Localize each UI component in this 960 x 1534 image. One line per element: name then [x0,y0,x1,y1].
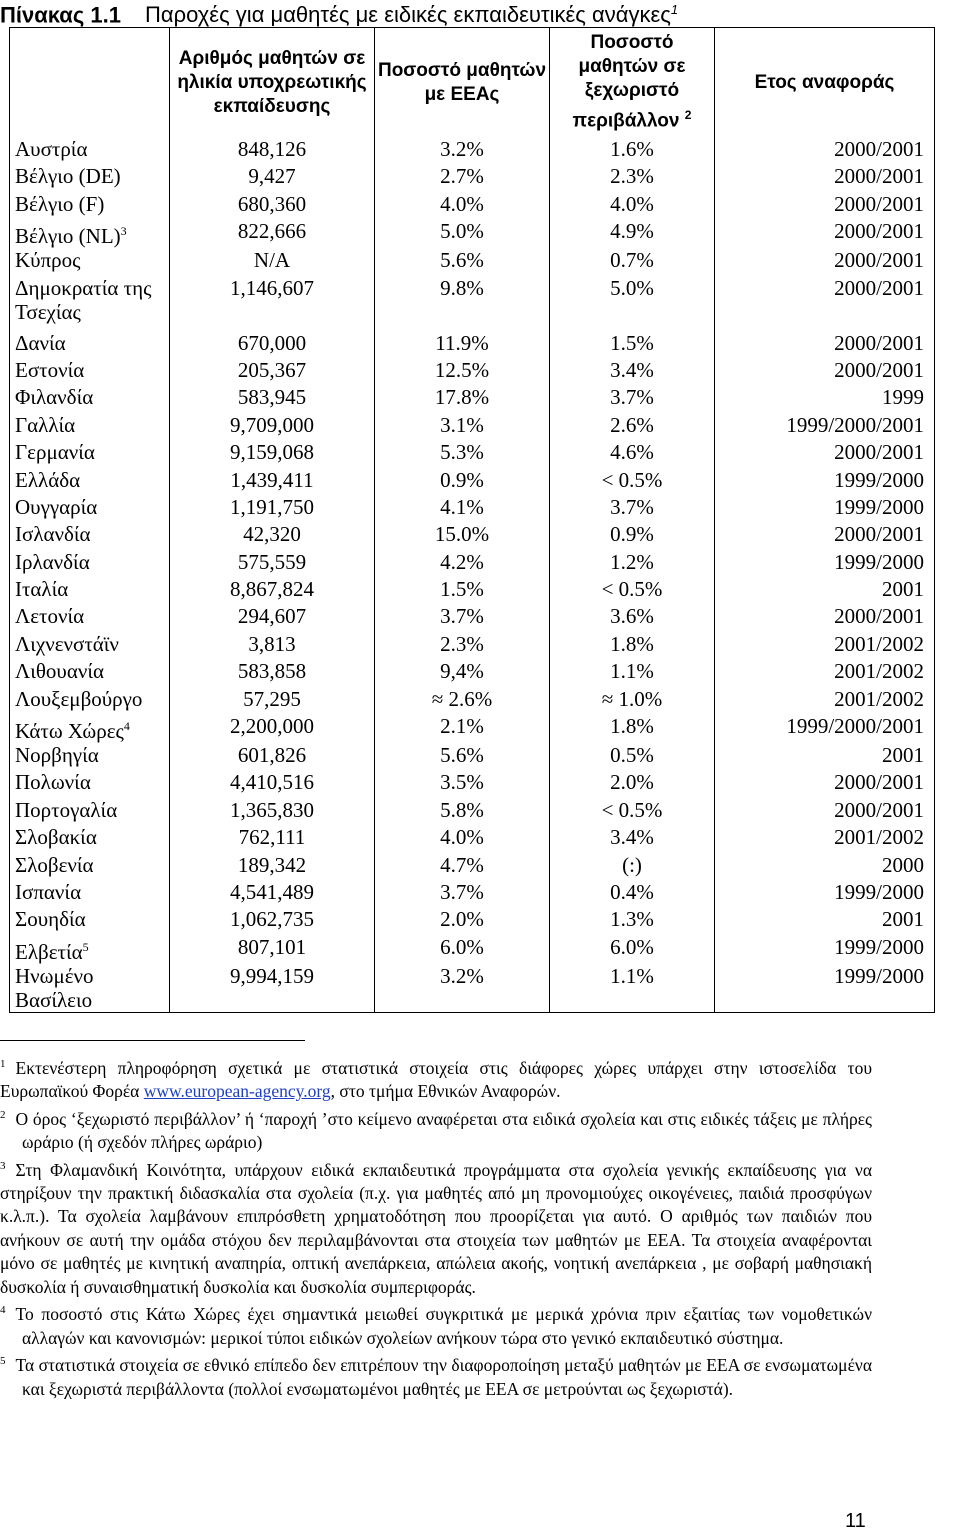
cell-segregated-percent: 0.7% [550,248,715,275]
table-row [10,440,935,467]
cell-students: 1,439,411 [170,468,375,495]
cell-sen-percent: 3.7% [375,604,550,631]
cell-reference-year: 1999/2000 [715,935,935,964]
cell-segregated-percent: 2.0% [550,770,715,797]
table-row [10,604,935,631]
cell-reference-year: 2000/2001 [715,137,935,164]
cell-students: 670,000 [170,331,375,358]
cell-students: 9,709,000 [170,413,375,440]
cell-students: 9,159,068 [170,440,375,467]
table-row [10,219,935,248]
cell-segregated-percent: 3.7% [550,385,715,412]
cell-sen-percent: 3.2% [375,137,550,164]
cell-sen-percent: 5.3% [375,440,550,467]
table-row [10,522,935,549]
cell-country: Ελβετία$^5$ [10,935,170,964]
cell-country: Ιρλανδία [10,550,170,577]
cell-reference-year: 2000/2001 [715,331,935,358]
cell-segregated-percent: 3.4% [550,825,715,852]
cell-students: 1,146,607 [170,276,375,331]
table-row [10,798,935,825]
cell-segregated-percent: 3.7% [550,495,715,522]
cell-students: 8,867,824 [170,577,375,604]
cell-sen-percent: 3.7% [375,880,550,907]
cell-segregated-percent: 1.5% [550,331,715,358]
cell-sen-percent: 2.7% [375,164,550,191]
agency-link[interactable]: www.european-agency.org [143,1081,331,1102]
header-country [10,28,170,138]
table-row [10,331,935,358]
table-row [10,577,935,604]
table-row [10,550,935,577]
table-row [10,468,935,495]
cell-students: 205,367 [170,358,375,385]
cell-country: Βέλγιο (DE) [10,164,170,191]
cell-country: Κύπρος [10,248,170,275]
cell-reference-year: 2000/2001 [715,164,935,191]
cell-reference-year: 2000/2001 [715,798,935,825]
cell-reference-year: 1999/2000 [715,964,935,1013]
cell-country: Λετονία [10,604,170,631]
table-header-row [10,28,935,138]
table-row [10,413,935,440]
cell-segregated-percent: 1.1% [550,964,715,1013]
table-row [10,880,935,907]
cell-country: Πορτογαλία [10,798,170,825]
footnote: $^4$ Το ποσοστό στις Κάτω Χώρες έχει σημαντικά μειωθεί συγκριτικά με μερικά χρόνια πριν εξαιτίας των νομοθετικών αλλαγών και κανονισμών: μερικοί τύποι ειδικών σχολείων ανήκουν τώρα στο γενικό εκπαιδευτικό σύστημα. [0,1304,872,1348]
cell-reference-year: 2001/2002 [715,659,935,686]
table-row [10,385,935,412]
cell-segregated-percent: 2.3% [550,164,715,191]
cell-segregated-percent: 2.6% [550,413,715,440]
cell-reference-year: 2000 [715,853,935,880]
cell-reference-year: 2000/2001 [715,192,935,219]
cell-reference-year: 2000/2001 [715,770,935,797]
cell-students: 1,365,830 [170,798,375,825]
cell-country: Λιχνενστάϊν [10,632,170,659]
cell-segregated-percent: 3.6% [550,604,715,631]
table-row [10,687,935,714]
table-row [10,248,935,275]
footnote: $^2$ Ο όρος ‘ξεχωριστό περιβάλλον’ ή ‘παροχή ’στο κείμενο αναφέρεται στα ειδικά σχολεία και στις ειδικές τάξεις με πλήρες ωράριο (ή σχεδόν πλήρες ωράριο) [0,1108,872,1153]
cell-students: 762,111 [170,825,375,852]
table-row [10,770,935,797]
cell-sen-percent: 3.5% [375,770,550,797]
header-sen-percent: Ποσοστό μαθητών με ΕΕΑς [375,28,550,138]
cell-sen-percent: 4.7% [375,853,550,880]
table-row [10,935,935,964]
cell-students: 9,994,159 [170,964,375,1013]
cell-reference-year: 1999/2000 [715,880,935,907]
cell-students: N/A [170,248,375,275]
cell-segregated-percent: 1.8% [550,632,715,659]
cell-students: 807,101 [170,935,375,964]
cell-students: 4,541,489 [170,880,375,907]
cell-country: Γερμανία [10,440,170,467]
cell-reference-year: 2001/2002 [715,687,935,714]
cell-reference-year: 1999 [715,385,935,412]
cell-sen-percent: 17.8% [375,385,550,412]
cell-reference-year: 2000/2001 [715,219,935,248]
table-row [10,714,935,743]
cell-sen-percent: ≈ 2.6% [375,687,550,714]
footnotes [0,1053,872,1401]
cell-segregated-percent: < 0.5% [550,468,715,495]
cell-country: Ισλανδία [10,522,170,549]
cell-country: Βέλγιο (NL)$^3$ [10,219,170,248]
cell-sen-percent: 5.6% [375,248,550,275]
cell-sen-percent: 2.3% [375,632,550,659]
table-row [10,137,935,164]
cell-country: Σλοβενία [10,853,170,880]
cell-sen-percent: 2.0% [375,907,550,934]
cell-country: Εστονία [10,358,170,385]
cell-segregated-percent: 1.2% [550,550,715,577]
cell-country: Κάτω Χώρες$^4$ [10,714,170,743]
table-row [10,495,935,522]
cell-country: Δανία [10,331,170,358]
cell-country: Γαλλία [10,413,170,440]
table-row [10,192,935,219]
cell-reference-year: 2001 [715,907,935,934]
cell-country: Σουηδία [10,907,170,934]
cell-segregated-percent: 0.9% [550,522,715,549]
cell-reference-year: 2000/2001 [715,440,935,467]
cell-students: 575,559 [170,550,375,577]
cell-segregated-percent: 0.4% [550,880,715,907]
cell-reference-year: 1999/2000/2001 [715,714,935,743]
page-number: 11 [845,1510,866,1532]
cell-country: Ελλάδα [10,468,170,495]
cell-segregated-percent: ≈ 1.0% [550,687,715,714]
cell-reference-year: 2001 [715,743,935,770]
cell-students: 583,858 [170,659,375,686]
cell-sen-percent: 4.0% [375,192,550,219]
cell-sen-percent: 5.0% [375,219,550,248]
cell-sen-percent: 4.1% [375,495,550,522]
cell-students: 822,666 [170,219,375,248]
cell-students: 4,410,516 [170,770,375,797]
cell-sen-percent: 6.0% [375,935,550,964]
cell-segregated-percent: 1.8% [550,714,715,743]
table-row [10,743,935,770]
cell-country: Ισπανία [10,880,170,907]
table-row [10,164,935,191]
cell-country: Πολωνία [10,770,170,797]
cell-country: Λουξεμβούργο [10,687,170,714]
cell-students: 9,427 [170,164,375,191]
table-caption [0,2,678,28]
cell-segregated-percent: 6.0% [550,935,715,964]
cell-sen-percent: 3.2% [375,964,550,1013]
cell-students: 601,826 [170,743,375,770]
cell-segregated-percent: 0.5% [550,743,715,770]
cell-segregated-percent: < 0.5% [550,798,715,825]
cell-reference-year: 2000/2001 [715,522,935,549]
table-body [10,137,935,1012]
cell-reference-year: 2001/2002 [715,825,935,852]
cell-sen-percent: 4.0% [375,825,550,852]
cell-students: 42,320 [170,522,375,549]
cell-students: 189,342 [170,853,375,880]
cell-sen-percent: 0.9% [375,468,550,495]
cell-reference-year: 2001 [715,577,935,604]
cell-segregated-percent: 3.4% [550,358,715,385]
cell-segregated-percent: 4.9% [550,219,715,248]
table-row [10,276,935,331]
cell-country: Ιταλία [10,577,170,604]
cell-sen-percent: 9.8% [375,276,550,331]
cell-sen-percent: 5.8% [375,798,550,825]
cell-country: Φιλανδία [10,385,170,412]
cell-country: Ουγγαρία [10,495,170,522]
table-row [10,907,935,934]
cell-segregated-percent: < 0.5% [550,577,715,604]
footnote: $^1$ Εκτενέστερη πληροφόρηση σχετικά με στατιστικά στοιχεία στις διάφορες χώρες υπάρχει στην ιστοσελίδα του Ευρωπαϊκού Φορέα www.european-agency.org, στο τμήμα Εθνικών Αναφορών. [0,1057,872,1102]
footnote-divider [0,1040,305,1041]
cell-reference-year: 2001/2002 [715,632,935,659]
cell-reference-year: 1999/2000 [715,550,935,577]
header-reference-year: Ετος αναφοράς [715,28,935,138]
cell-reference-year: 1999/2000/2001 [715,413,935,440]
cell-sen-percent: 5.6% [375,743,550,770]
cell-sen-percent: 3.1% [375,413,550,440]
cell-country: Νορβηγία [10,743,170,770]
cell-reference-year: 2000/2001 [715,358,935,385]
cell-students: 2,200,000 [170,714,375,743]
cell-students: 1,191,750 [170,495,375,522]
caption-title: Παροχές για μαθητές με ειδικές εκπαιδευτικές ανάγκες [144,2,671,28]
cell-students: 3,813 [170,632,375,659]
cell-segregated-percent: 1.6% [550,137,715,164]
caption-note-ref: 1 [670,2,679,17]
cell-sen-percent: 9,4% [375,659,550,686]
cell-reference-year: 2000/2001 [715,276,935,331]
cell-country: Λιθουανία [10,659,170,686]
table-row [10,964,935,1013]
cell-country: Βέλγιο (F) [10,192,170,219]
cell-segregated-percent: 5.0% [550,276,715,331]
footnote: $^3$ Στη Φλαμανδική Κοινότητα, υπάρχουν ειδικά εκπαιδευτικά προγράμματα στα σχολεία γενικής εκπαίδευσης για να στηρίξουν την πρακτική διδασκαλία στα σχολεία (π.χ. για μαθητές από μη προνομιούχες οικογένειες, παιδιά προσφύγων κ.λ.π.). Τα σχολεία λαμβάνουν επιπρόσθετη χρηματοδότηση που προορίζεται για αυτό. Ο αριθμός των παιδιών που ανήκουν σε αυτή την ομάδα στόχου δεν περιλαμβάνονται στα στοιχεία των μαθητών με ΕΕΑ. Τα στοιχεία αναφέρονται μόνο σε μαθητές με κινητική αναπηρία, οπτική ανεπάρκεια, απώλεια ακοής, νοητική ανεπάρκεια , με σοβαρή μαθησιακή δυσκολία ή συναισθηματική δυσκολία και δυσκολία συμπεριφοράς. [0,1159,872,1297]
cell-reference-year: 2000/2001 [715,248,935,275]
cell-segregated-percent: 4.0% [550,192,715,219]
cell-sen-percent: 12.5% [375,358,550,385]
cell-reference-year: 1999/2000 [715,495,935,522]
footnote: $^5$ Τα στατιστικά στοιχεία σε εθνικό επίπεδο δεν επιτρέπουν την διαφοροποίηση μεταξύ μαθητών με ΕΕΑ σε ενσωματωμένα και ξεχωριστά περιβάλλοντα (πολλοί ενσωματωμένοι μαθητές με ΕΕΑ σε μετρούνται ως ξεχωριστά). [0,1355,872,1399]
cell-students: 583,945 [170,385,375,412]
cell-segregated-percent: 1.1% [550,659,715,686]
cell-sen-percent: 4.2% [375,550,550,577]
provisions-table [9,27,935,1013]
table-row [10,659,935,686]
header-students: Αριθμός μαθητών σε ηλικία υποχρεωτικής εκπαίδευσης [170,28,375,138]
cell-students: 1,062,735 [170,907,375,934]
caption-label: Πίνακας 1.1 [0,2,121,28]
cell-sen-percent: 2.1% [375,714,550,743]
cell-reference-year: 1999/2000 [715,468,935,495]
cell-country: Ηνωμένο Βασίλειο [10,964,170,1013]
cell-segregated-percent: 1.3% [550,907,715,934]
cell-reference-year: 2000/2001 [715,604,935,631]
header-segregated-percent: Ποσοστό μαθητών σε ξεχωριστό περιβάλλον $^2$ [550,28,715,138]
cell-students: 57,295 [170,687,375,714]
cell-country: Αυστρία [10,137,170,164]
cell-country: Δημοκρατία της Τσεχίας [10,276,170,331]
cell-students: 680,360 [170,192,375,219]
cell-sen-percent: 11.9% [375,331,550,358]
table-row [10,632,935,659]
cell-sen-percent: 1.5% [375,577,550,604]
cell-students: 294,607 [170,604,375,631]
cell-segregated-percent: 4.6% [550,440,715,467]
cell-country: Σλοβακία [10,825,170,852]
table-row [10,825,935,852]
cell-sen-percent: 15.0% [375,522,550,549]
cell-segregated-percent: (:) [550,853,715,880]
cell-students: 848,126 [170,137,375,164]
table-row [10,853,935,880]
table-row [10,358,935,385]
